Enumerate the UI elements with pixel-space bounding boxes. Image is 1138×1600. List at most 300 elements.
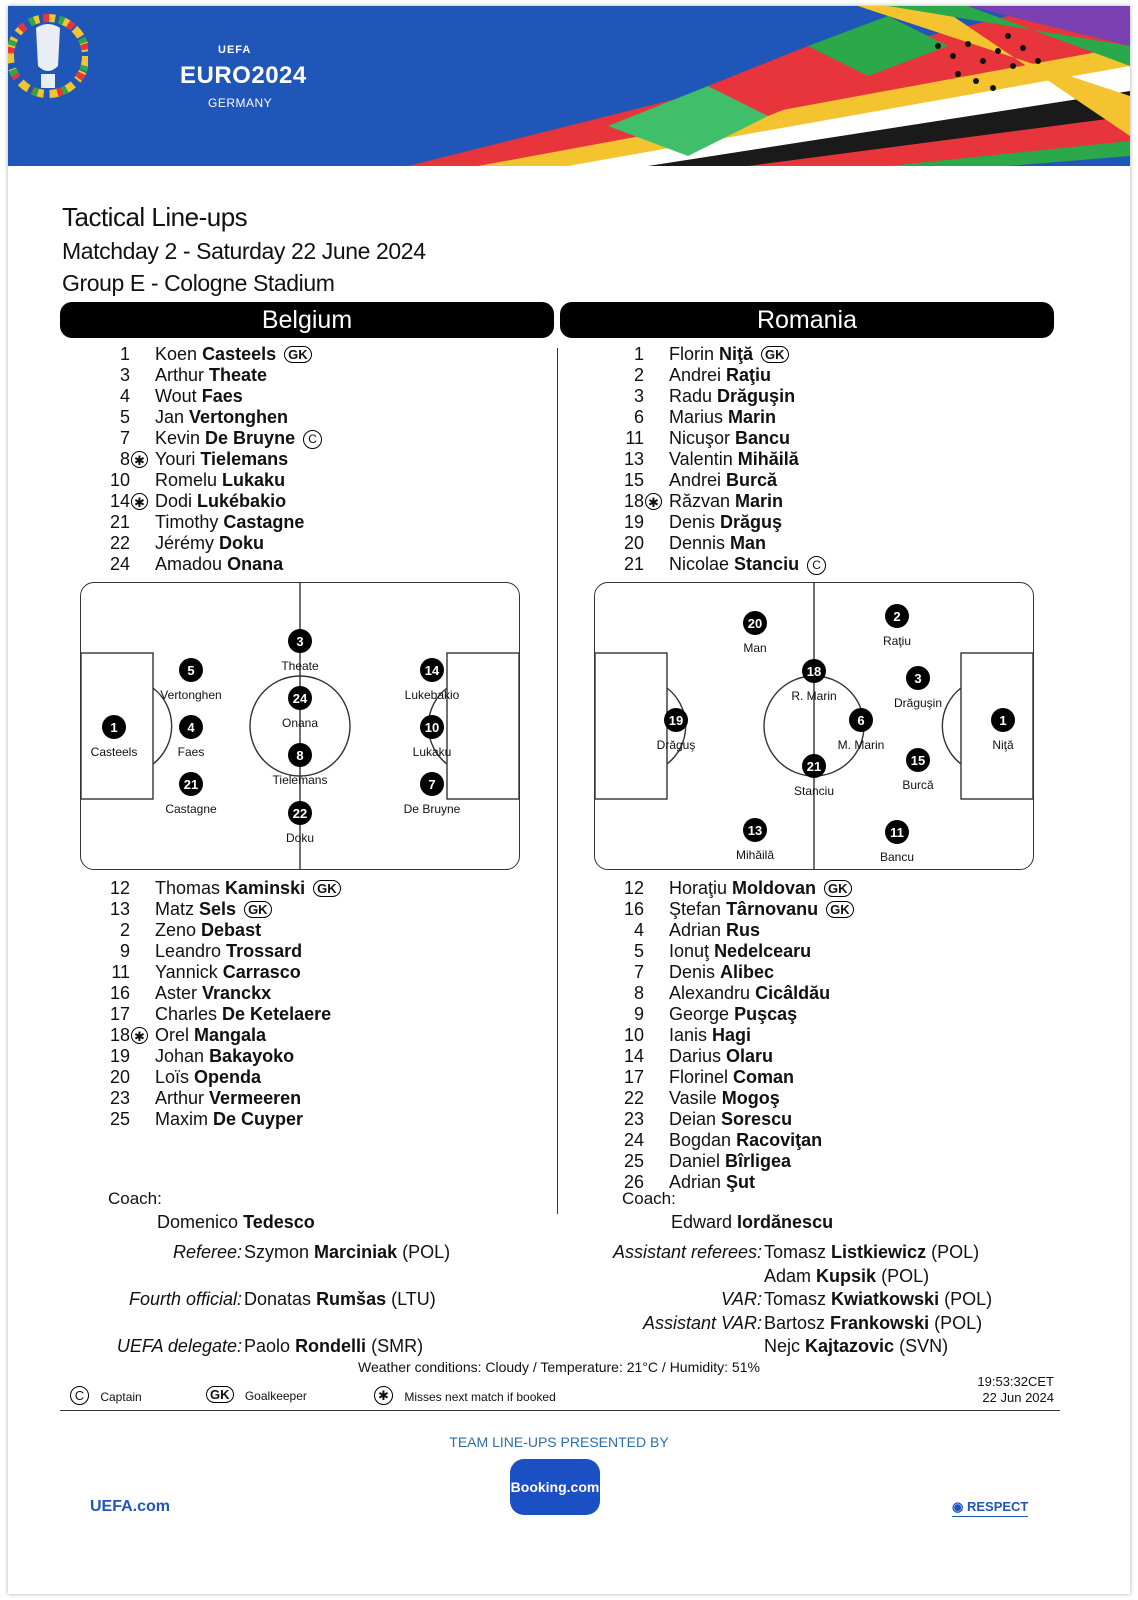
assistant-var-1-row [548,1313,1048,1334]
pitch-player-name: Castagne [165,802,217,816]
timestamp-time: 19:53:32CET [977,1374,1054,1389]
home-team-bar: Belgium [60,302,554,338]
player-number: 20 [109,1067,130,1087]
player-number: 19 [109,1046,130,1066]
player-number: 1 [633,344,644,364]
assistant2-nat: (POL) [881,1266,930,1286]
player-first-name: Darius [669,1046,722,1066]
pitch-player [880,820,914,864]
referee-last: Marciniak [314,1242,398,1262]
pitch-player-number: 6 [857,713,865,728]
lineup-sheet [8,6,1130,1594]
pitch-player [991,708,1015,752]
pitch-player-name: Theate [281,659,319,673]
player-first-name: Nicolae [669,554,730,574]
player-first-name: Horaţiu [669,878,728,898]
player-first-name: Loïs [155,1067,190,1087]
away-coach-last: Iordănescu [737,1212,834,1232]
uefa-wordmark: UEFA [218,44,252,56]
player-number: 16 [623,899,644,919]
player-first-name: George [669,1004,730,1024]
pitch-player [404,772,461,816]
pitch-player [165,772,217,816]
player-number: 5 [633,941,644,961]
germany-wordmark: GERMANY [208,96,273,110]
pitch-player-name: Onana [281,716,319,730]
player-last-name: Sels [199,899,237,919]
player-number: 18 [109,1025,130,1045]
sponsor-logo[interactable]: Booking.com [510,1459,600,1515]
player-last-name: Drăguşin [717,386,796,406]
pitch-player-number: 2 [893,609,901,624]
player-number: 21 [623,554,644,574]
player-first-name: Florin [669,344,715,364]
home-coach-last: Tedesco [243,1212,315,1232]
pitch-player [282,686,318,730]
header-banner [8,6,1130,166]
pitch-player [791,659,836,703]
player-first-name: Valentin [669,449,733,469]
away-coach-first: Edward [671,1212,733,1232]
player-number: 9 [119,941,130,961]
pitch-player [273,743,328,787]
player-last-name: Bîrligea [725,1151,792,1171]
player-first-name: Johan [155,1046,205,1066]
asterisk-icon: ✱ [131,493,148,510]
player-first-name: Andrei [669,470,722,490]
pitch-player [657,708,696,752]
player-last-name: Marin [728,407,777,427]
respect-label: RESPECT [966,1499,1029,1514]
captain-icon: C [807,556,826,575]
player-last-name: Rus [726,920,761,940]
player-number: 17 [109,1004,130,1024]
delegate-label: UEFA delegate: [116,1336,242,1356]
player-number: 17 [623,1067,644,1087]
player-first-name: Nicuşor [669,428,731,448]
pitch-player-number: 21 [183,777,199,792]
player-last-name: Drăguş [720,512,783,532]
player-last-name: Nedelcearu [714,941,812,961]
player-first-name: Alexandru [669,983,751,1003]
respect-logo [952,1498,1028,1517]
player-first-name: Matz [155,899,195,919]
euro2024-wordmark: EURO2024 [180,62,307,89]
pitch-player [405,658,460,702]
legend-booked-label: Misses next match if booked [404,1390,556,1404]
player-last-name: Cicâldău [755,983,831,1003]
pitch-player [883,604,911,648]
column-divider [557,348,558,1214]
referee-row [8,1242,468,1263]
player-last-name: Moldovan [732,878,817,898]
player-first-name: Aster [155,983,198,1003]
pitch-player [281,629,319,673]
avar2-first: Nejc [764,1336,801,1356]
pitch-player-number: 5 [187,663,195,678]
banner-graphic [8,6,1130,166]
player-number: 8 [633,983,644,1003]
weather-conditions: Weather conditions: Cloudy / Temperature: 21°C / Humidity: 51% [358,1359,760,1375]
player-first-name: Zeno [155,920,197,940]
assistant-referee-1-row [548,1242,1048,1263]
player-first-name: Ştefan [669,899,722,919]
delegate-last: Rondelli [295,1336,367,1356]
player-first-name: Leandro [155,941,222,961]
player-last-name: Alibec [720,962,775,982]
player-number: 2 [633,365,644,385]
pitch-player-number: 21 [806,759,822,774]
pitch-player-number: 19 [668,713,684,728]
var-nat: (POL) [944,1289,993,1309]
pitch-player-number: 8 [296,748,304,763]
pitch-player-name: M. Marin [837,738,885,752]
delegate-row [8,1336,468,1357]
pitch-player-number: 15 [910,753,926,768]
player-number: 13 [623,449,644,469]
matchday-line: Matchday 2 - Saturday 22 June 2024 [62,238,426,264]
pitch-player-name: Burcă [902,778,934,792]
asterisk-icon: ✱ [131,451,148,468]
player-first-name: Radu [669,386,713,406]
var-first: Tomasz [764,1289,827,1309]
player-number: 25 [623,1151,644,1171]
assistant2-first: Adam [764,1266,812,1286]
home-coach-label: Coach: [108,1189,162,1208]
player-last-name: Bancu [735,428,791,448]
pitch-player [902,748,934,792]
player-number: 16 [109,983,130,1003]
player-last-name: De Bruyne [205,428,296,448]
pitch-player-number: 7 [428,777,436,792]
player-last-name: Coman [733,1067,795,1087]
referee-label: Referee: [172,1242,242,1262]
captain-icon: C [70,1386,89,1405]
player-number: 10 [109,470,130,490]
goalkeeper-icon: GK [244,901,272,918]
legend-captain-label: Captain [100,1390,142,1404]
asterisk-icon: ✱ [131,1027,148,1044]
player-first-name: Youri [155,449,196,469]
pitch-player-name: Vertonghen [160,688,222,702]
presented-by: TEAM LINE-UPS PRESENTED BY [449,1434,669,1450]
pitch-player-number: 1 [110,720,118,735]
player-first-name: Maxim [155,1109,208,1129]
player-first-name: Adrian [669,1172,722,1192]
home-pitch-graphic [81,583,519,869]
player-last-name: Mangala [194,1025,267,1045]
pitch-player-name: Drăguş [656,738,696,752]
pitch-player-name: Mihăilă [735,848,775,862]
player-number: 1 [119,344,130,364]
fourth-last: Rumšas [316,1289,387,1309]
fourth-label: Fourth official: [128,1289,242,1309]
player-number: 7 [119,428,130,448]
player-number: 8 [119,449,130,469]
player-last-name: Castagne [223,512,305,532]
pitch-player-name: Raţiu [882,634,912,648]
player-number: 12 [109,878,130,898]
fourth-nat: (LTU) [391,1289,436,1309]
avar2-nat: (SVN) [899,1336,949,1356]
pitch-player-number: 3 [914,671,922,686]
player-number: 23 [623,1109,644,1129]
assistant1-nat: (POL) [931,1242,980,1262]
group-venue-line: Group E - Cologne Stadium [62,270,335,296]
player-first-name: Koen [155,344,198,364]
respect-icon: ◉ [952,1499,964,1514]
player-last-name: Niţă [719,344,754,364]
delegate-nat: (SMR) [371,1336,424,1356]
player-last-name: Stanciu [734,554,800,574]
player-number: 22 [109,533,130,553]
player-first-name: Romelu [155,470,218,490]
player-first-name: Florinel [669,1067,729,1087]
pitch-player [794,754,834,798]
player-number: 5 [119,407,130,427]
player-last-name: Lukaku [222,470,286,490]
away-coach-label: Coach: [622,1189,676,1208]
goalkeeper-icon: GK [761,346,789,363]
page-title: Tactical Line-ups [62,202,248,232]
goalkeeper-icon: GK [206,1386,234,1403]
pitch-player-name: Casteels [90,745,138,759]
player-last-name: Theate [209,365,268,385]
goalkeeper-icon: GK [284,346,312,363]
pitch-player [178,715,205,759]
player-last-name: Bakayoko [209,1046,295,1066]
player-first-name: Răzvan [669,491,731,511]
pitch-player [160,658,221,702]
player-number: 25 [109,1109,130,1129]
legend-goalkeeper [206,1386,307,1403]
player-last-name: Mogoş [721,1088,780,1108]
goalkeeper-icon: GK [824,880,852,897]
pitch-player [286,801,314,845]
player-first-name: Dennis [669,533,726,553]
player-last-name: Târnovanu [726,899,819,919]
player-first-name: Denis [669,512,716,532]
player-number: 2 [119,920,130,940]
timestamp [908,1374,1054,1406]
player-first-name: Timothy [155,512,219,532]
pitch-player-number: 10 [424,720,440,735]
player-number: 19 [623,512,644,532]
player-first-name: Orel [155,1025,190,1045]
timestamp-date: 22 Jun 2024 [982,1390,1054,1405]
player-number: 6 [633,407,644,427]
fourth-official-row [8,1289,468,1310]
away-team-bar: Romania [560,302,1054,338]
player-first-name: Kevin [155,428,201,448]
pitch-player [838,708,885,752]
pitch-player-number: 20 [747,616,763,631]
player-number: 24 [109,554,130,574]
referee-nat: (POL) [402,1242,451,1262]
pitch-player-number: 3 [296,634,304,649]
avar1-last: Frankowski [830,1313,930,1333]
avar1-nat: (POL) [934,1313,983,1333]
pitch-player [743,611,767,655]
pitch-player-name: Man [743,641,767,655]
player-last-name: Şut [726,1172,756,1192]
player-number: 14 [623,1046,644,1066]
player-last-name: Faes [201,386,243,406]
asterisk-icon: ✱ [645,493,662,510]
delegate-first: Paolo [244,1336,291,1356]
player-number: 9 [633,1004,644,1024]
player-first-name: Charles [155,1004,218,1024]
player-last-name: Mihăilă [737,449,799,469]
player-last-name: Tielemans [200,449,289,469]
player-last-name: Casteels [202,344,277,364]
away-pitch-graphic [595,583,1033,869]
player-number: 26 [623,1172,644,1192]
legend-captain [70,1386,142,1405]
avar1-first: Bartosz [764,1313,826,1333]
player-last-name: Marin [735,491,784,511]
player-number: 14 [109,491,130,511]
pitch-player-name: Faes [177,745,205,759]
pitch-player [413,715,452,759]
pitch-player-name: Lukaku [412,745,452,759]
assistant2-last: Kupsik [816,1266,877,1286]
player-last-name: Olaru [726,1046,774,1066]
away-pitch [594,582,1034,870]
pitch-player-name: Lukebakio [404,688,460,702]
pitch-player-name: Tielemans [272,773,328,787]
player-number: 7 [633,962,644,982]
player-last-name: De Ketelaere [222,1004,332,1024]
player-last-name: Openda [194,1067,262,1087]
player-last-name: Lukébakio [197,491,287,511]
player-first-name: Ionuţ [669,941,710,961]
pitch-player [736,818,774,862]
pitch-player-number: 14 [424,663,440,678]
home-pitch [80,582,520,870]
pitch-player-name: Doku [285,831,315,845]
player-last-name: Burcă [726,470,778,490]
pitch-player-number: 22 [292,806,308,821]
footer-rule [60,1410,1060,1411]
goalkeeper-icon: GK [313,880,341,897]
player-last-name: De Cuyper [213,1109,304,1129]
pitch-player-name: R. Marin [791,689,837,703]
pitch-player-number: 1 [999,713,1007,728]
pitch-player-name: Bancu [879,850,915,864]
referee-first: Szymon [244,1242,310,1262]
pitch-player-name: Stanciu [793,784,835,798]
player-last-name: Vranckx [202,983,272,1003]
pitch-player-name: Drăguşin [893,696,943,710]
euro-trophy-logo [8,6,88,106]
player-first-name: Arthur [155,365,205,385]
pitch-player [91,715,138,759]
player-first-name: Bogdan [669,1130,732,1150]
player-last-name: Sorescu [721,1109,793,1129]
captain-icon: C [303,430,322,449]
player-number: 11 [111,962,130,982]
pitch-player-number: 11 [890,825,904,840]
player-last-name: Raţiu [726,365,772,385]
player-number: 4 [119,386,130,406]
player-first-name: Thomas [155,878,221,898]
player-first-name: Marius [669,407,724,427]
player-first-name: Jan [155,407,185,427]
player-first-name: Deian [669,1109,717,1129]
player-first-name: Yannick [155,962,218,982]
player-first-name: Adrian [669,920,722,940]
player-number: 11 [625,428,644,448]
legend-booked [374,1386,556,1405]
var-row [548,1289,1048,1310]
pitch-player-number: 24 [292,691,308,706]
player-number: 22 [623,1088,644,1108]
player-number: 21 [109,512,130,532]
player-number: 18 [623,491,644,511]
player-number: 4 [633,920,644,940]
player-last-name: Onana [227,554,284,574]
pitch-player-number: 13 [747,823,763,838]
player-first-name: Jérémy [155,533,215,553]
pitch-player [894,666,942,710]
player-number: 20 [623,533,644,553]
player-last-name: Hagi [712,1025,752,1045]
player-first-name: Ianis [669,1025,708,1045]
player-last-name: Trossard [226,941,303,961]
assistant1-first: Tomasz [764,1242,827,1262]
player-first-name: Amadou [155,554,223,574]
player-number: 13 [109,899,130,919]
player-last-name: Vertonghen [189,407,289,427]
var-last: Kwiatkowski [831,1289,940,1309]
player-first-name: Denis [669,962,716,982]
asterisk-icon: ✱ [374,1386,393,1405]
player-first-name: Wout [155,386,197,406]
player-number: 12 [623,878,644,898]
fourth-first: Donatas [244,1289,312,1309]
player-number: 15 [623,470,644,490]
assistants-label: Assistant referees: [612,1242,762,1262]
avar2-last: Kajtazovic [805,1336,895,1356]
uefa-com-logo[interactable]: UEFA.com [90,1498,171,1515]
legend-goalkeeper-label: Goalkeeper [244,1389,307,1403]
player-number: 23 [109,1088,130,1108]
pitch-player-number: 4 [187,720,195,735]
player-first-name: Andrei [669,365,722,385]
player-last-name: Doku [219,533,265,553]
player-last-name: Puşcaş [734,1004,798,1024]
player-first-name: Daniel [669,1151,721,1171]
assistant-var-2-row [548,1336,1048,1357]
player-last-name: Carrasco [222,962,301,982]
goalkeeper-icon: GK [826,901,854,918]
pitch-player-number: 18 [806,664,822,679]
assistant-referee-2-row [548,1266,1048,1287]
player-number: 10 [623,1025,644,1045]
pitch-player-name: Niţă [992,738,1014,752]
player-first-name: Dodi [155,491,193,511]
player-last-name: Debast [201,920,262,940]
avar-label: Assistant VAR: [642,1313,762,1333]
var-label: VAR: [720,1289,762,1309]
player-number: 3 [633,386,644,406]
player-last-name: Racoviţan [736,1130,823,1150]
player-first-name: Arthur [155,1088,205,1108]
assistant1-last: Listkiewicz [831,1242,927,1262]
home-coach-first: Domenico [157,1212,239,1232]
player-number: 24 [623,1130,644,1150]
